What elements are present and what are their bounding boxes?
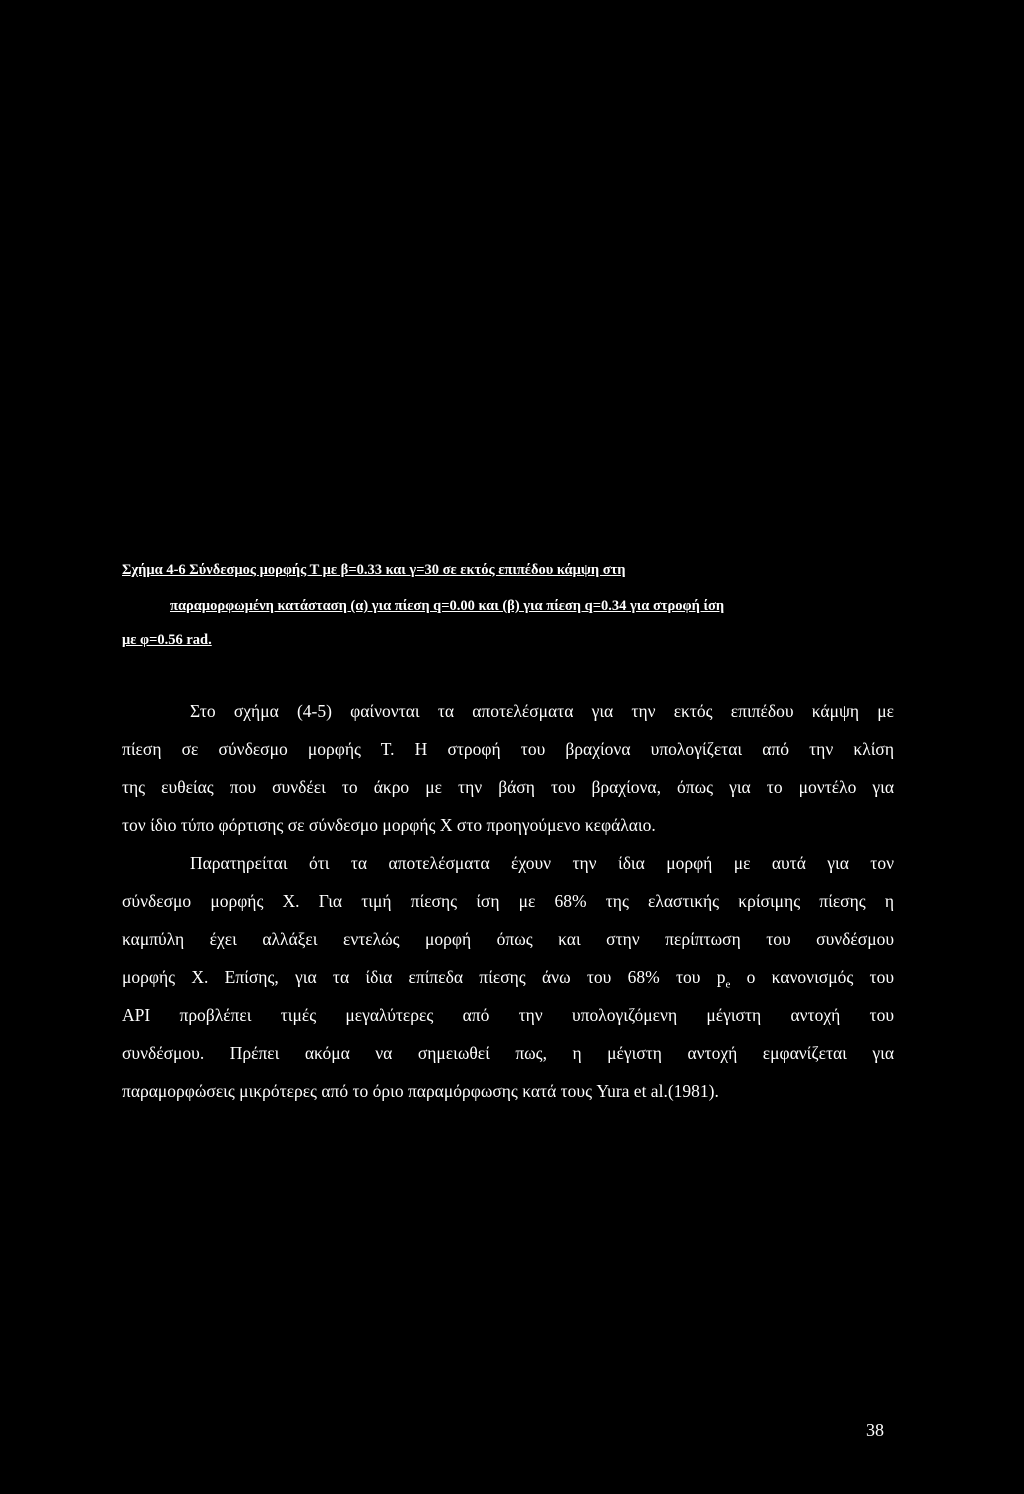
paragraph-1-line-4: τον ίδιο τύπο φόρτισης σε σύνδεσμο μορφής Χ στο προηγούμενο κεφάλαιο.: [122, 815, 656, 835]
paragraph-2-line-4: [122, 967, 894, 991]
paragraph-2-line-3: καμπύλη έχει αλλάξει εντελώς μορφή όπως και στην περίπτωση του συνδέσμου: [122, 929, 894, 949]
paragraph-2-line-1: Παρατηρείται ότι τα αποτελέσματα έχουν την ίδια μορφή με αυτά για τον: [190, 853, 894, 873]
caption-line-1: Σχήμα 4-6 Σύνδεσμος μορφής Τ με β=0.33 και γ=30 σε εκτός επιπέδου κάμψη στη: [122, 562, 626, 578]
paragraph-2-line-4-text: μορφής Χ. Επίσης, για τα ίδια επίπεδα πίεσης άνω του 68% του p: [122, 967, 726, 987]
paragraph-2-line-5: API προβλέπει τιμές μεγαλύτερες από την υπολογιζόμενη μέγιστη αντοχή του: [122, 1005, 894, 1025]
pressure-subscript: e: [725, 978, 731, 991]
paragraph-1-line-2: πίεση σε σύνδεσμο μορφής Τ. Η στροφή του βραχίονα υπολογίζεται από την κλίση: [122, 739, 894, 759]
page-number: 38: [866, 1420, 884, 1440]
paragraph-2-line-2: σύνδεσμο μορφής Χ. Για τιμή πίεσης ίση με 68% της ελαστικής κρίσιμης πίεσης η: [122, 891, 894, 911]
paragraph-1-line-1: Στο σχήμα (4-5) φαίνονται τα αποτελέσματα για την εκτός επιπέδου κάμψη με: [190, 701, 894, 721]
caption-line-3: με φ=0.56 rad.: [122, 632, 212, 648]
caption-line-2: παραμορφωμένη κατάσταση (α) για πίεση q=0.00 και (β) για πίεση q=0.34 για στροφή ίση: [170, 598, 725, 614]
paragraph-2-line-7: παραμορφώσεις μικρότερες από το όριο παραμόρφωσης κατά τους Yura et al.(1981).: [122, 1081, 719, 1101]
paragraph-1-line-3: της ευθείας που συνδέει το άκρο με την βάση του βραχίονα, όπως για το μοντέλο για: [122, 777, 894, 797]
paragraph-2-line-6: συνδέσμου. Πρέπει ακόμα να σημειωθεί πως, η μέγιστη αντοχή εμφανίζεται για: [122, 1043, 894, 1063]
paragraph-2-line-4-tail: ο κανονισμός του: [730, 967, 895, 987]
